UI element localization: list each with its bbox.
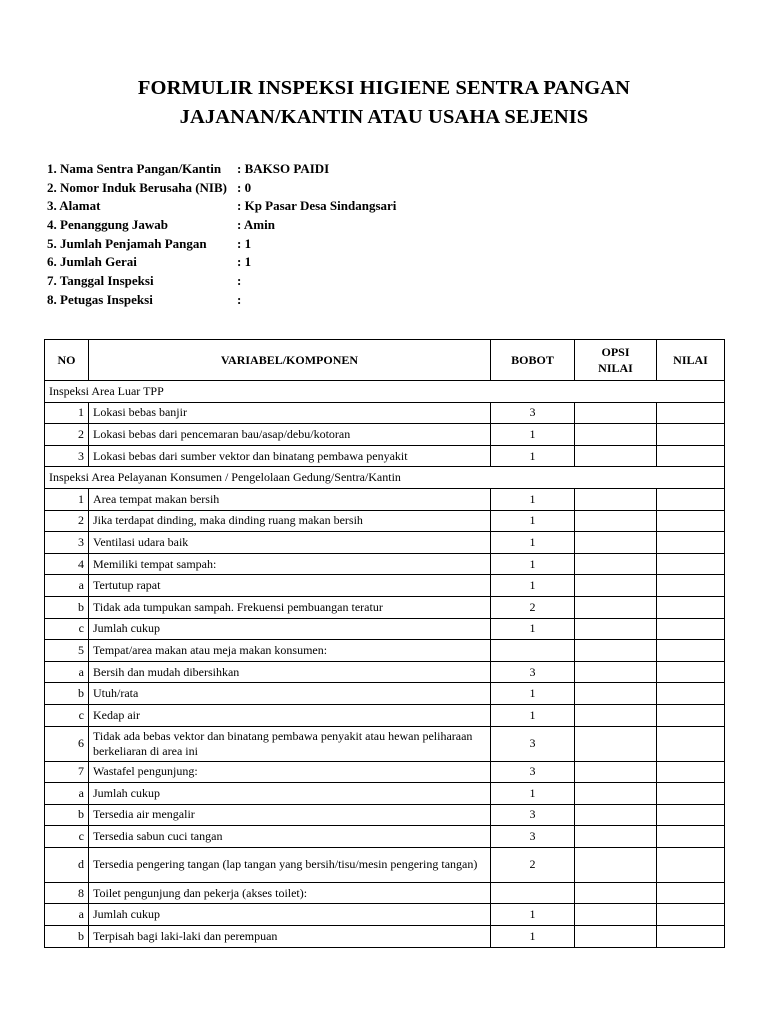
row-nilai-cell [657,402,725,424]
row-variabel: Tidak ada tumpukan sampah. Frekuensi pembuangan teratur [89,596,491,618]
table-row [45,826,725,848]
row-variabel: Jumlah cukup [89,904,491,926]
row-variabel: Lokasi bebas dari pencemaran bau/asap/debu/kotoran [89,424,491,446]
row-opsi-nilai-cell [575,783,657,805]
row-bobot [491,882,575,904]
row-nilai-cell [657,424,725,446]
info-value: : 1 [237,254,252,270]
row-no: a [45,783,89,805]
row-nilai-cell [657,488,725,510]
row-bobot: 1 [491,783,575,805]
row-opsi-nilai-cell [575,402,657,424]
row-opsi-nilai-cell [575,704,657,726]
row-bobot: 3 [491,804,575,826]
header-opsi-line2: NILAI [598,361,633,375]
row-variabel: Tempat/area makan atau meja makan konsumen: [89,640,491,662]
row-opsi-nilai-cell [575,553,657,575]
row-nilai-cell [657,882,725,904]
table-row [45,882,725,904]
header-no: NO [45,340,89,381]
info-row [47,160,396,179]
table-row [45,904,725,926]
info-row [47,291,396,310]
table-row [45,402,725,424]
row-opsi-nilai-cell [575,726,657,761]
row-opsi-nilai-cell [575,575,657,597]
row-variabel: Lokasi bebas dari sumber vektor dan binatang pembawa penyakit [89,445,491,467]
row-bobot: 3 [491,726,575,761]
row-opsi-nilai-cell [575,445,657,467]
row-bobot: 1 [491,904,575,926]
row-variabel: Utuh/rata [89,683,491,705]
row-opsi-nilai-cell [575,532,657,554]
info-value: : 0 [237,179,252,195]
row-no: 2 [45,424,89,446]
row-nilai-cell [657,926,725,948]
row-no: a [45,575,89,597]
section-title: Inspeksi Area Pelayanan Konsumen / Pengelolaan Gedung/Sentra/Kantin [45,467,725,489]
info-value: : 1 [237,235,252,251]
row-nilai-cell [657,904,725,926]
header-opsi-line1: OPSI [601,345,630,359]
row-no: b [45,804,89,826]
row-opsi-nilai-cell [575,596,657,618]
row-opsi-nilai-cell [575,847,657,882]
form-title-line2: JAJANAN/KANTIN ATAU USAHA SEJENIS [179,106,589,128]
info-label: 3. Alamat [47,198,101,214]
row-nilai-cell [657,596,725,618]
header-nilai: NILAI [657,340,725,381]
row-no: a [45,661,89,683]
row-nilai-cell [657,618,725,640]
row-variabel: Tidak ada bebas vektor dan binatang pembawa penyakit atau hewan peliharaan berkeliaran di area ini [89,726,491,761]
table-header-row [45,340,725,381]
row-no: b [45,596,89,618]
row-no: c [45,826,89,848]
info-row [47,197,396,216]
row-no: 4 [45,553,89,575]
info-label: 4. Penanggung Jawab [47,217,168,233]
info-value: : Amin [237,217,275,233]
table-row [45,847,725,882]
table-row [45,926,725,948]
table-row [45,575,725,597]
table-row [45,445,725,467]
table-row [45,761,725,783]
row-variabel: Jumlah cukup [89,618,491,640]
row-nilai-cell [657,761,725,783]
row-no: d [45,847,89,882]
row-no: 6 [45,726,89,761]
row-bobot: 1 [491,704,575,726]
row-no: c [45,704,89,726]
row-no: 7 [45,761,89,783]
info-row [47,272,396,291]
info-row [47,253,396,272]
row-no: 3 [45,532,89,554]
row-variabel: Jumlah cukup [89,783,491,805]
table-row [45,804,725,826]
row-bobot: 1 [491,510,575,532]
row-bobot: 1 [491,618,575,640]
row-bobot: 1 [491,553,575,575]
row-bobot [491,640,575,662]
info-label: 6. Jumlah Gerai [47,254,137,270]
row-variabel: Lokasi bebas banjir [89,402,491,424]
row-variabel: Bersih dan mudah dibersihkan [89,661,491,683]
table-row [45,661,725,683]
table-row [45,640,725,662]
row-no: 2 [45,510,89,532]
row-opsi-nilai-cell [575,904,657,926]
header-bobot: BOBOT [491,340,575,381]
row-nilai-cell [657,553,725,575]
row-no: 1 [45,402,89,424]
row-opsi-nilai-cell [575,683,657,705]
row-variabel: Toilet pengunjung dan pekerja (akses toilet): [89,882,491,904]
row-bobot: 1 [491,683,575,705]
row-no: b [45,683,89,705]
form-title [0,74,768,132]
identity-info-block [47,160,396,310]
row-bobot: 1 [491,926,575,948]
row-nilai-cell [657,445,725,467]
row-bobot: 1 [491,532,575,554]
info-row [47,235,396,254]
info-value: : Kp Pasar Desa Sindangsari [237,198,397,214]
inspection-table [44,339,725,948]
header-variabel: VARIABEL/KOMPONEN [89,340,491,381]
row-opsi-nilai-cell [575,761,657,783]
row-opsi-nilai-cell [575,826,657,848]
info-label: 1. Nama Sentra Pangan/Kantin [47,161,222,176]
row-opsi-nilai-cell [575,804,657,826]
row-no: b [45,926,89,948]
row-opsi-nilai-cell [575,424,657,446]
row-no: 1 [45,488,89,510]
info-label: 8. Petugas Inspeksi [47,291,153,307]
row-no: a [45,904,89,926]
row-opsi-nilai-cell [575,640,657,662]
row-variabel: Terpisah bagi laki-laki dan perempuan [89,926,491,948]
table-row [45,726,725,761]
row-nilai-cell [657,704,725,726]
row-nilai-cell [657,804,725,826]
info-value: : [237,291,242,307]
row-bobot: 1 [491,445,575,467]
row-bobot: 1 [491,424,575,446]
row-no: 5 [45,640,89,662]
section-row [45,467,725,489]
info-value: : [237,273,242,289]
row-variabel: Tersedia sabun cuci tangan [89,826,491,848]
header-opsi-nilai [575,340,657,381]
row-no: 8 [45,882,89,904]
row-nilai-cell [657,683,725,705]
table-row [45,424,725,446]
row-no: 3 [45,445,89,467]
row-bobot: 3 [491,661,575,683]
row-variabel: Tertutup rapat [89,575,491,597]
row-variabel: Memiliki tempat sampah: [89,553,491,575]
section-title: Inspeksi Area Luar TPP [45,381,725,403]
row-bobot: 1 [491,575,575,597]
info-row [47,216,396,235]
row-bobot: 2 [491,596,575,618]
info-label: 2. Nomor Induk Berusaha (NIB) [47,179,227,195]
table-row [45,704,725,726]
table-row [45,683,725,705]
row-no: c [45,618,89,640]
row-variabel: Tersedia air mengalir [89,804,491,826]
table-row [45,488,725,510]
table-row [45,553,725,575]
row-nilai-cell [657,640,725,662]
row-nilai-cell [657,510,725,532]
row-nilai-cell [657,726,725,761]
table-body [45,381,725,948]
row-nilai-cell [657,783,725,805]
row-opsi-nilai-cell [575,510,657,532]
info-label: 7. Tanggal Inspeksi [47,273,154,289]
row-opsi-nilai-cell [575,882,657,904]
table-row [45,596,725,618]
row-opsi-nilai-cell [575,926,657,948]
row-bobot: 3 [491,761,575,783]
row-bobot: 3 [491,826,575,848]
row-opsi-nilai-cell [575,488,657,510]
table-row [45,618,725,640]
section-row [45,381,725,403]
row-nilai-cell [657,847,725,882]
row-opsi-nilai-cell [575,618,657,640]
info-label: 5. Jumlah Penjamah Pangan [47,235,207,251]
row-variabel: Ventilasi udara baik [89,532,491,554]
row-bobot: 2 [491,847,575,882]
row-opsi-nilai-cell [575,661,657,683]
info-value: : BAKSO PAIDI [237,161,330,176]
form-title-line1: FORMULIR INSPEKSI HIGIENE SENTRA PANGAN [137,77,631,99]
info-row [47,179,396,198]
table-row [45,783,725,805]
row-nilai-cell [657,575,725,597]
table-row [45,532,725,554]
row-variabel: Kedap air [89,704,491,726]
row-bobot: 3 [491,402,575,424]
table-row [45,510,725,532]
row-variabel: Area tempat makan bersih [89,488,491,510]
row-variabel: Tersedia pengering tangan (lap tangan yang bersih/tisu/mesin pengering tangan) [89,847,491,882]
row-nilai-cell [657,826,725,848]
row-bobot: 1 [491,488,575,510]
row-nilai-cell [657,532,725,554]
row-variabel: Jika terdapat dinding, maka dinding ruang makan bersih [89,510,491,532]
row-nilai-cell [657,661,725,683]
row-variabel: Wastafel pengunjung: [89,761,491,783]
